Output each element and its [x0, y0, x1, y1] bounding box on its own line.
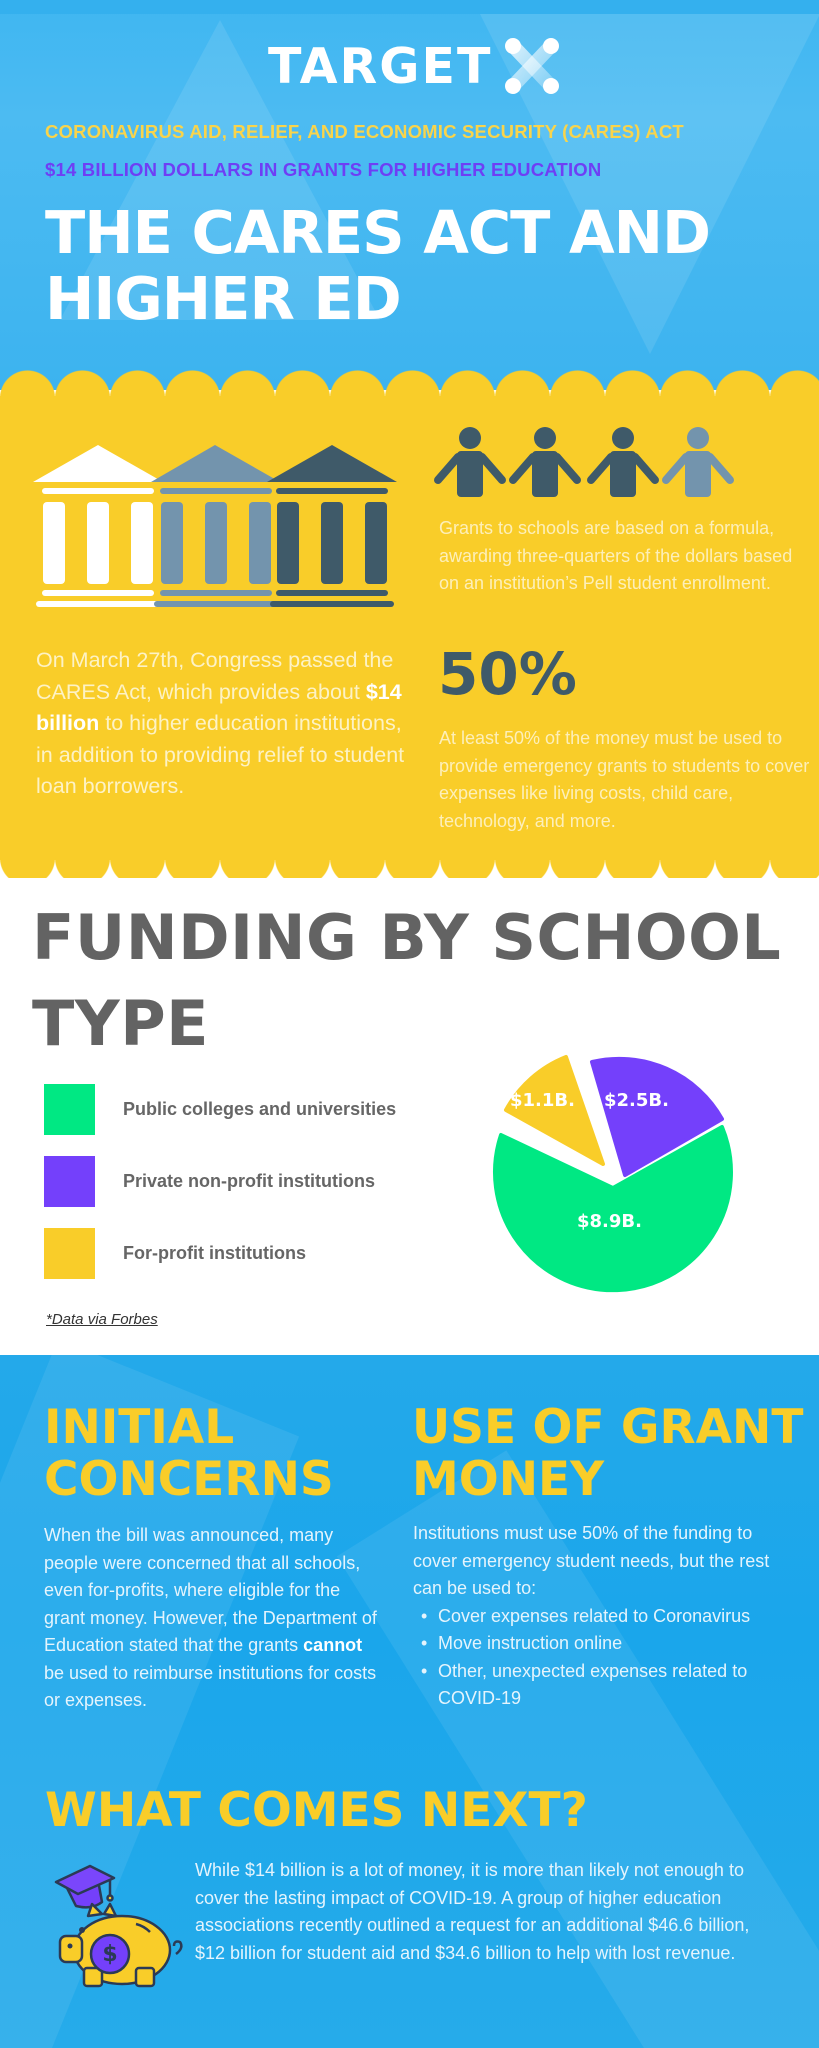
initial-concerns-title: [44, 1402, 334, 1506]
big-stat-50-percent: 50%: [438, 640, 577, 708]
legend-swatch-yellow: [44, 1228, 95, 1279]
cannot-bold: cannot: [303, 1635, 363, 1655]
legend-label: For-profit institutions: [123, 1243, 306, 1263]
funding-title-line-2: TYPE: [32, 987, 209, 1060]
logo-x-icon: [502, 35, 562, 97]
legend-item-for-profit: [44, 1228, 396, 1279]
piggy-bank-graduation-icon: [52, 1858, 187, 1988]
piggy-bank-icon: [60, 1904, 181, 1986]
bullet-item: • Move instruction online: [413, 1630, 788, 1658]
source-link[interactable]: *Data via Forbes: [46, 1311, 158, 1328]
pie-label-for-profit: $1.1B.: [510, 1090, 575, 1111]
cares-amount-bold: $14 billion: [36, 679, 402, 735]
pie-slice-public: [495, 1127, 731, 1290]
use-title-line-2: MONEY: [412, 1452, 605, 1507]
legend-item-public: [44, 1084, 396, 1135]
legend-swatch-purple: [44, 1156, 95, 1207]
title-line-2: HIGHER ED: [45, 264, 401, 333]
concerns-title-line-2: CONCERNS: [44, 1452, 334, 1507]
legend-label: Public colleges and universities: [123, 1099, 397, 1119]
cares-text-part: On March 27th, Congress passed the CARES Act, which provides about: [36, 648, 394, 704]
cares-text-part: to higher education institutions, in addition to providing relief to student loan borrowers.: [36, 711, 405, 798]
emergency-grants-text: At least 50% of the money must be used to provide emergency grants to students to cover expenses like living costs, child care, technology, and more.: [439, 728, 810, 831]
what-comes-next-text: While $14 billion is a lot of money, it is more than likely not enough to cover the lasting impact of COVID-19. A group of higher education associations recently outlined a request for an additional $46.6 billion, $12 billion for student aid and $34.6 billion to help with lost revenue.: [195, 1860, 750, 1963]
funding-title-line-1: FUNDING BY SCHOOL: [32, 901, 782, 974]
pie-label-public: $8.9B.: [577, 1211, 642, 1232]
pie-svg: [480, 1040, 740, 1310]
legend-swatch-green: [44, 1084, 95, 1135]
targetx-logo: [268, 34, 562, 98]
what-comes-next-title: WHAT COMES NEXT?: [45, 1783, 588, 1838]
legend-item-private: [44, 1156, 396, 1207]
concerns-text-part: When the bill was announced, many people were concerned that all schools, even for-profits, where eligible for the grant money. However, the Department of Education stated that the grants: [44, 1525, 377, 1655]
university-buildings-icon: [30, 440, 405, 610]
pie-label-private: $2.5B.: [604, 1090, 669, 1111]
use-title-line-1: USE OF GRANT: [412, 1400, 804, 1455]
graduation-cap-icon: [56, 1866, 114, 1907]
concerns-title-line-1: INITIAL: [44, 1400, 235, 1455]
pell-formula-text: Grants to schools are based on a formula, awarding three-quarters of the dollars based on an institution’s Pell student enrollment.: [439, 518, 793, 593]
use-bullets: [413, 1603, 788, 1713]
scallop-edge-bottom: [0, 858, 819, 878]
use-of-grant-text: [413, 1520, 788, 1713]
title-line-1: THE CARES ACT AND: [45, 198, 710, 267]
bullet-item: • Cover expenses related to Coronavirus: [413, 1603, 788, 1631]
cares-summary-text: [36, 645, 406, 803]
person-icon: [438, 427, 502, 497]
bullet-item: • Other, unexpected expenses related to COVID-19: [413, 1658, 788, 1713]
legend-label: Private non-profit institutions: [123, 1171, 375, 1191]
grant-amount-kicker: $14 BILLION DOLLARS IN GRANTS FOR HIGHER EDUCATION: [45, 159, 602, 180]
funding-pie-chart: [480, 1040, 740, 1310]
use-intro: Institutions must use 50% of the funding to cover emergency student needs, but the rest can be used to:: [413, 1523, 770, 1598]
initial-concerns-text: [44, 1522, 384, 1715]
use-of-grant-money-title: [412, 1402, 803, 1506]
scallop-edge-top: [0, 370, 819, 398]
act-name-kicker: CORONAVIRUS AID, RELIEF, AND ECONOMIC SECURITY (CARES) ACT: [45, 121, 684, 142]
students-icon: [430, 425, 740, 500]
chart-legend: [44, 1084, 396, 1300]
top-strip: [0, 0, 819, 14]
hero-header: [0, 0, 819, 390]
concerns-text-part: be used to reimburse institutions for costs or expenses.: [44, 1662, 377, 1710]
logo-text: TARGET: [268, 37, 493, 95]
page-title: [45, 200, 785, 332]
svg-text:$: $: [102, 1942, 118, 1967]
